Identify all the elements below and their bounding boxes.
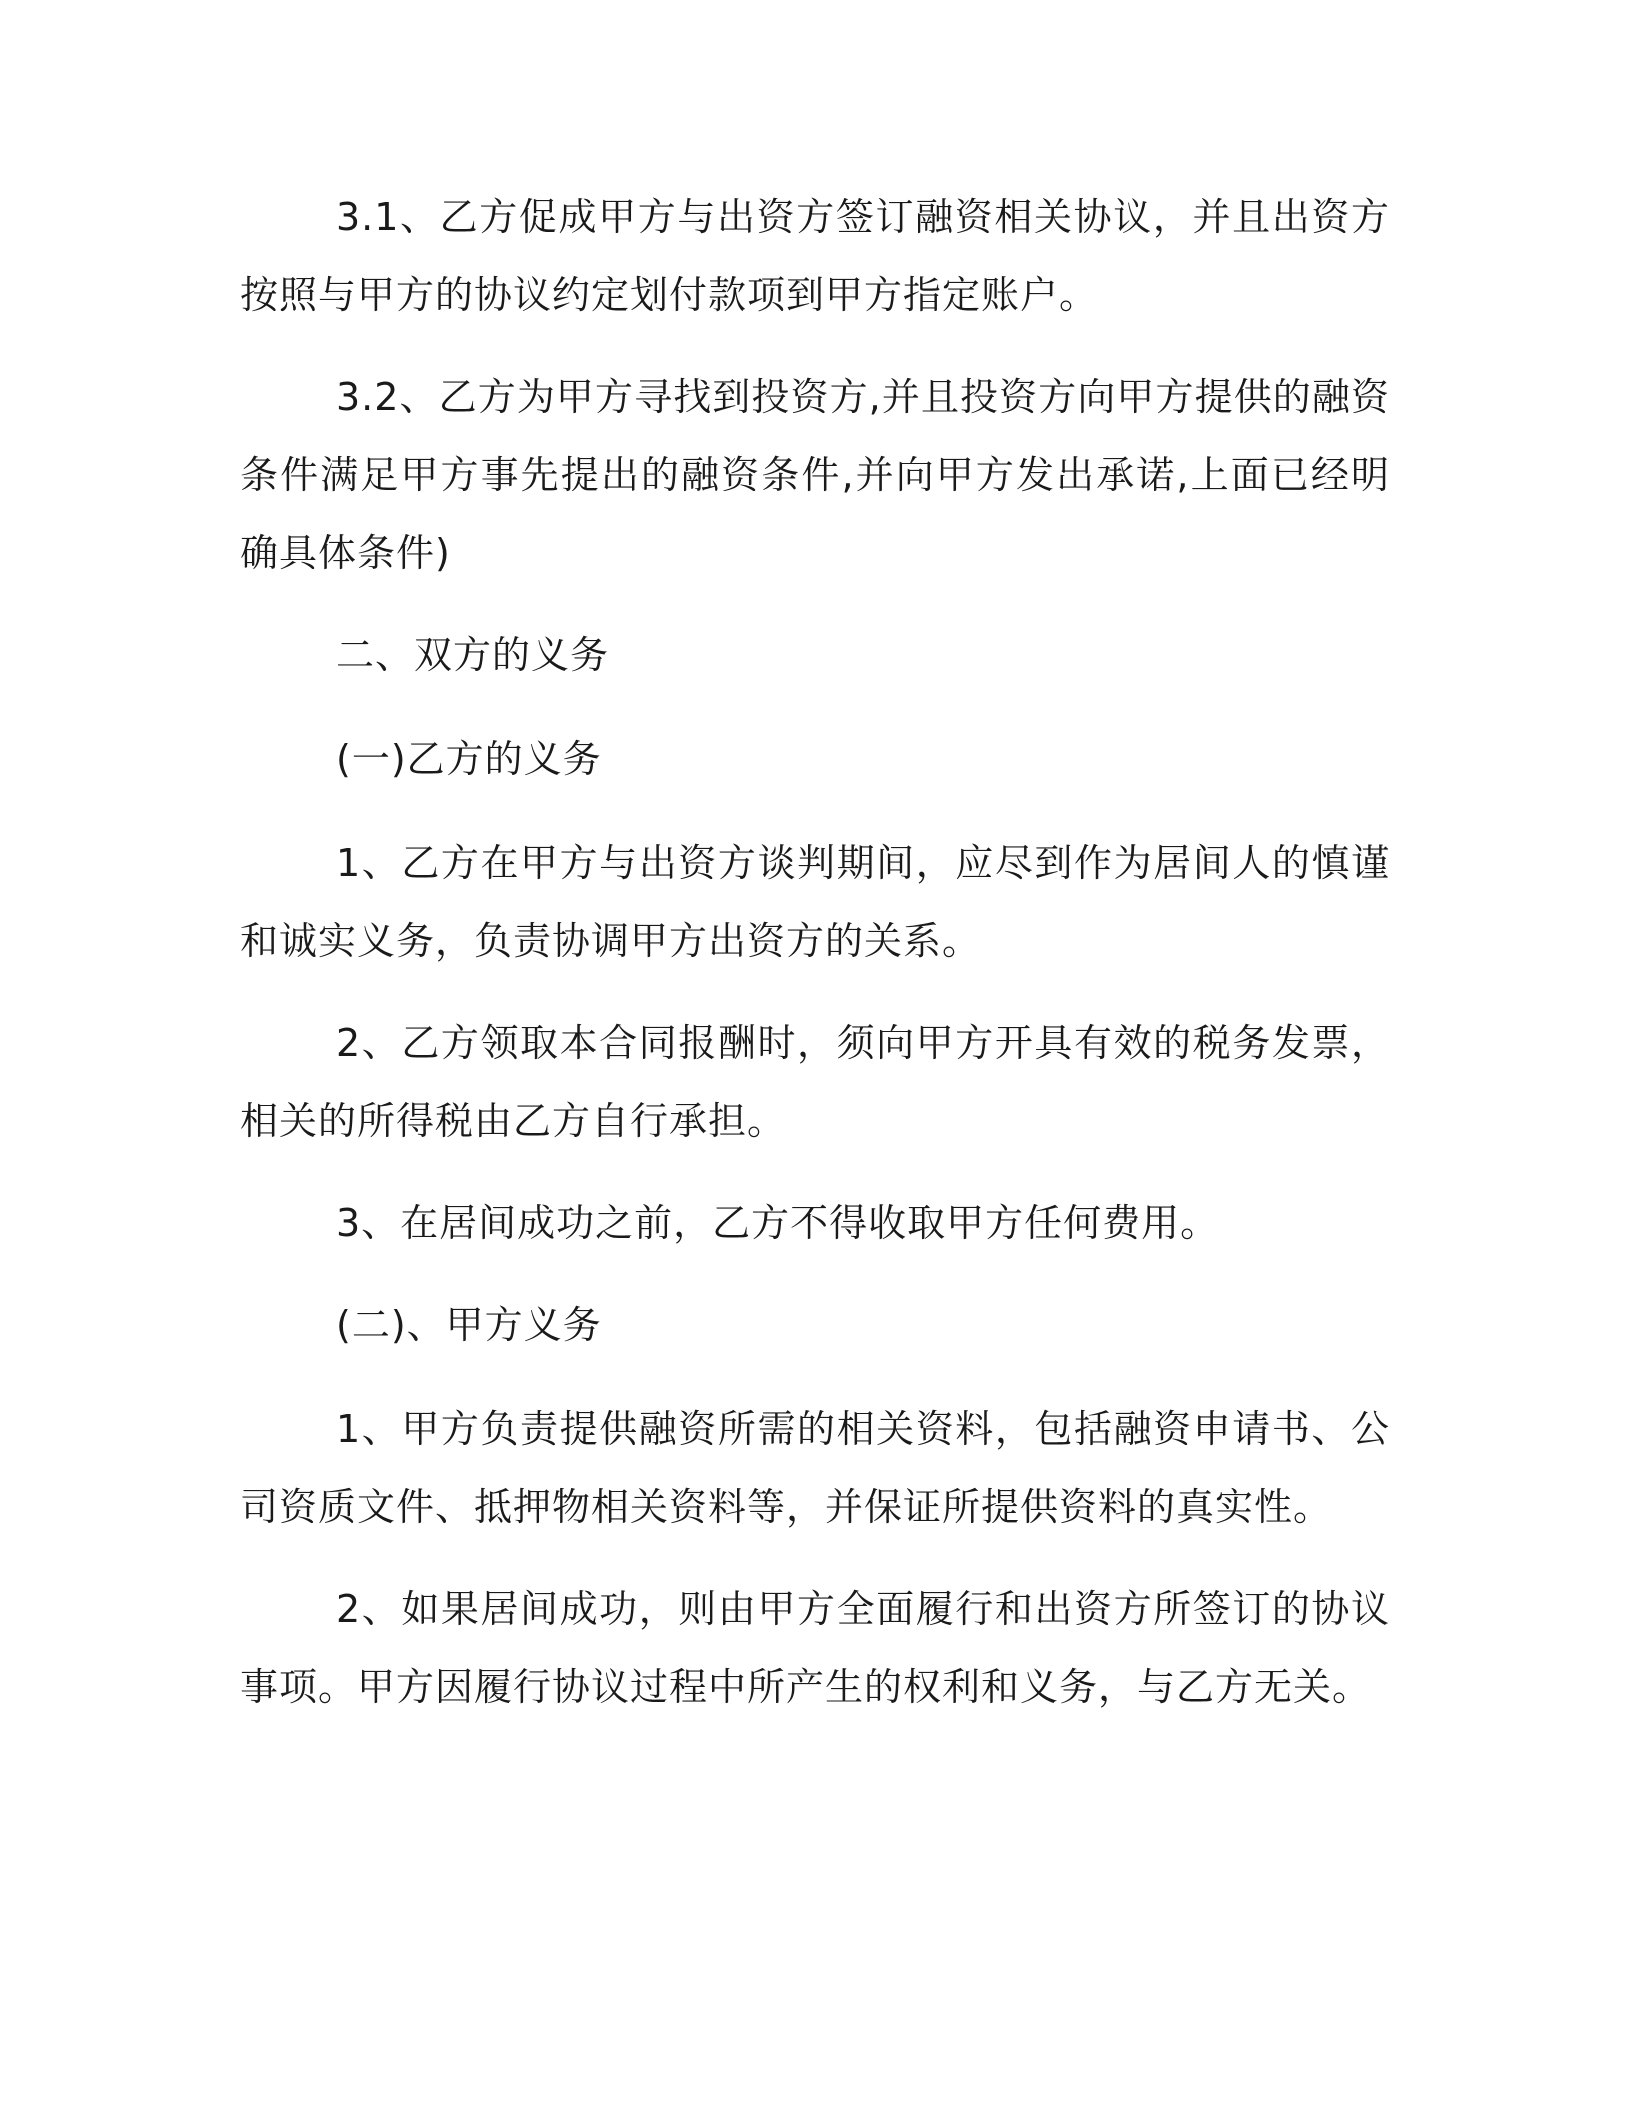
party-a-obligation-2: 2、如果居间成功，则由甲方全面履行和出资方所签订的协议事项。甲方因履行协议过程中所产生的权利和义务，与乙方无关。 bbox=[240, 1587, 1390, 1709]
subsection-heading-party-b: (一)乙方的义务 bbox=[336, 737, 602, 781]
document-body bbox=[240, 178, 1390, 1750]
party-a-obligation-1: 1、甲方负责提供融资所需的相关资料，包括融资申请书、公司资质文件、抵押物相关资料等，并保证所提供资料的真实性。 bbox=[240, 1407, 1390, 1529]
party-b-obligation-3: 3、在居间成功之前，乙方不得收取甲方任何费用。 bbox=[336, 1201, 1220, 1245]
party-b-obligation-2: 2、乙方领取本合同报酬时，须向甲方开具有效的税务发票，相关的所得税由乙方自行承担。 bbox=[240, 1021, 1390, 1143]
clause-3-1: 3.1、乙方促成甲方与出资方签订融资相关协议，并且出资方按照与甲方的协议约定划付款项到甲方指定账户。 bbox=[240, 195, 1390, 317]
section-heading-obligations: 二、双方的义务 bbox=[336, 633, 610, 677]
subsection-heading-party-a: (二)、甲方义务 bbox=[336, 1303, 602, 1347]
party-b-obligation-1: 1、乙方在甲方与出资方谈判期间，应尽到作为居间人的慎谨和诚实义务，负责协调甲方出资方的关系。 bbox=[240, 841, 1390, 963]
clause-3-2: 3.2、乙方为甲方寻找到投资方,并且投资方向甲方提供的融资条件满足甲方事先提出的融资条件,并向甲方发出承诺,上面已经明确具体条件) bbox=[240, 375, 1390, 575]
